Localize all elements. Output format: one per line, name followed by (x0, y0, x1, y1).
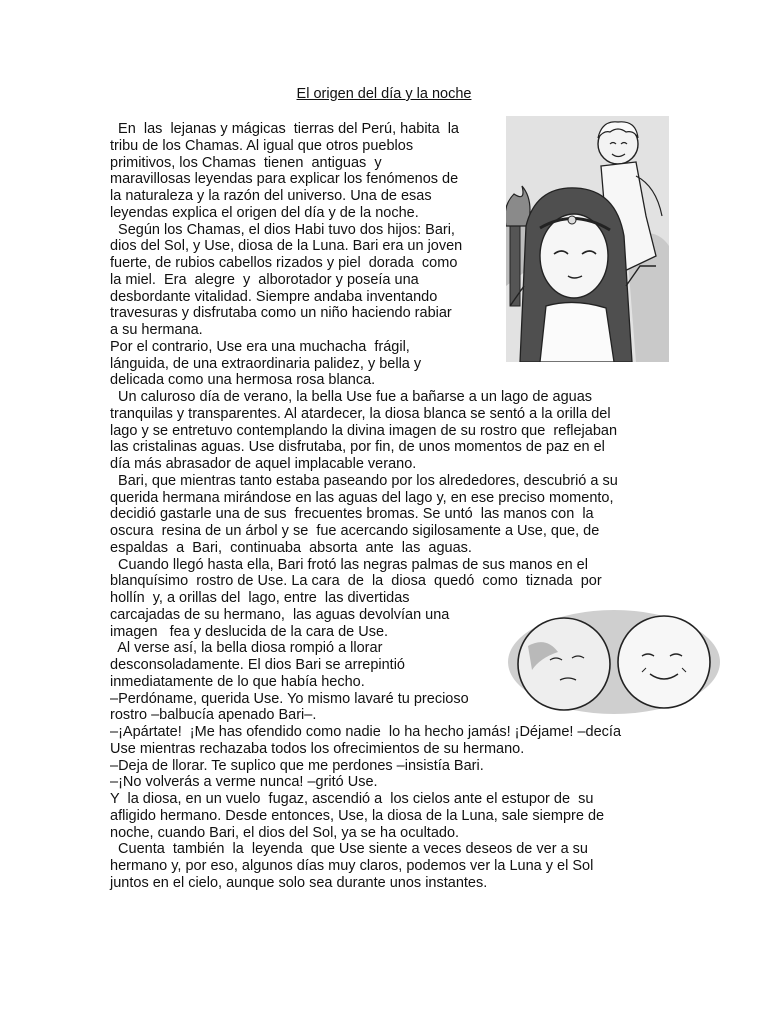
text-line: desbordante vitalidad. Siempre andaba inventando (110, 288, 438, 305)
text-line: afligido hermano. Desde entonces, Use, la diosa de la Luna, sale siempre de (110, 807, 605, 824)
text-line: –Deja de llorar. Te suplico que me perdones –insistía Bari. (110, 757, 484, 774)
text-line: En las lejanas y mágicas tierras del Perú, habita la (110, 121, 459, 137)
moon-sun-illustration (506, 606, 722, 718)
text-line: Cuenta también la leyenda que Use siente a veces deseos de ver a su (110, 841, 588, 858)
text-line: primitivos, los Chamas tienen antiguas y (110, 154, 382, 171)
text-line: espaldas a Bari, continuaba absorta ante las aguas. (110, 539, 472, 556)
text-line: rostro –balbucía apenado Bari–. (110, 707, 317, 724)
text-line: Use mientras rechazaba todos los ofrecimientos de su hermano. (110, 740, 525, 757)
text-line: dios del Sol, y Use, diosa de la Luna. Bari era un joven (110, 238, 463, 255)
text-line: tribu de los Chamas. Al igual que otros pueblos (110, 137, 414, 154)
text-line: hollín y, a orillas del lago, entre las divertidas (110, 590, 410, 606)
text-line: imagen fea y deslucida de la cara de Use. (110, 623, 389, 640)
text-line: carcajadas de su hermano, las aguas devolvían una (110, 606, 450, 623)
moon-face-icon (518, 618, 610, 710)
text-line: Cuando llegó hasta ella, Bari frotó las negras palmas de sus manos en el (110, 556, 588, 573)
text-line: noche, cuando Bari, el dios del Sol, ya se ha ocultado. (110, 824, 460, 841)
gods-illustration (506, 116, 669, 362)
text-line: maravillosas leyendas para explicar los fenómenos de (110, 171, 459, 188)
sun-face-icon (618, 616, 710, 708)
text-line: lago y se entretuvo contemplando la divina imagen de su rostro que reflejaban (110, 422, 618, 439)
text-line: la miel. Era alegre y alborotador y poseía una (110, 271, 419, 288)
text-line: Bari, que mientras tanto estaba paseando por los alrededores, descubrió a su (110, 472, 618, 489)
text-line: Al verse así, la bella diosa rompió a llorar (110, 640, 383, 657)
text-line: decidió gastarle una de sus frecuentes bromas. Se untó las manos con la (110, 506, 594, 523)
text-line: –Perdóname, querida Use. Yo mismo lavaré tu precioso (110, 690, 469, 707)
text-line: hermano y, por eso, algunos días muy claros, podemos ver la Luna y el Sol (110, 858, 594, 874)
text-line: Por el contrario, Use era una muchacha frágil, (110, 338, 410, 355)
text-line: las cristalinas aguas. Use disfrutaba, por fin, de unos momentos de paz en el (110, 439, 605, 456)
page-title: El origen del día y la noche (296, 86, 472, 102)
text-line: Según los Chamas, el dios Habi tuvo dos hijos: Bari, (110, 221, 455, 238)
text-line: la naturaleza y la razón del universo. Una de esas (110, 188, 432, 204)
text-line: día más abrasador de aquel implacable verano. (110, 456, 417, 472)
text-line: Un caluroso día de verano, la bella Use fue a bañarse a un lago de aguas (110, 389, 593, 405)
text-line: lánguida, de una extraordinaria palidez, y bella y (110, 355, 422, 372)
text-line: juntos en el cielo, aunque solo sea durante unos instantes. (110, 874, 488, 891)
text-line: delicada como una hermosa rosa blanca. (110, 372, 376, 389)
text-line: fuerte, de rubios cabellos rizados y piel dorada como (110, 255, 458, 271)
text-line: desconsoladamente. El dios Bari se arrepintió (110, 657, 405, 673)
text-line: a su hermana. (110, 322, 203, 338)
text-line: leyendas explica el origen del día y de la noche. (110, 204, 419, 221)
text-line: blanquísimo rostro de Use. La cara de la diosa quedó como tiznada por (110, 573, 602, 590)
text-line: inmediatamente de lo que había hecho. (110, 673, 365, 690)
text-line: querida hermana mirándose en las aguas del lago y, en ese preciso momento, (110, 489, 614, 506)
text-line: –¡No volverás a verme nunca! –gritó Use. (110, 774, 378, 791)
text-line: –¡Apártate! ¡Me has ofendido como nadie lo ha hecho jamás! ¡Déjame! –decía (110, 724, 622, 740)
text-line: Y la diosa, en un vuelo fugaz, ascendió a los cielos ante el estupor de su (110, 791, 594, 807)
text-line: oscura resina de un árbol y se fue acercando sigilosamente a Use, que, de (110, 523, 600, 539)
text-line: tranquilas y transparentes. Al atardecer, la diosa blanca se sentó a la orilla del (110, 405, 611, 422)
text-line: travesuras y disfrutaba como un niño haciendo rabiar (110, 305, 452, 322)
